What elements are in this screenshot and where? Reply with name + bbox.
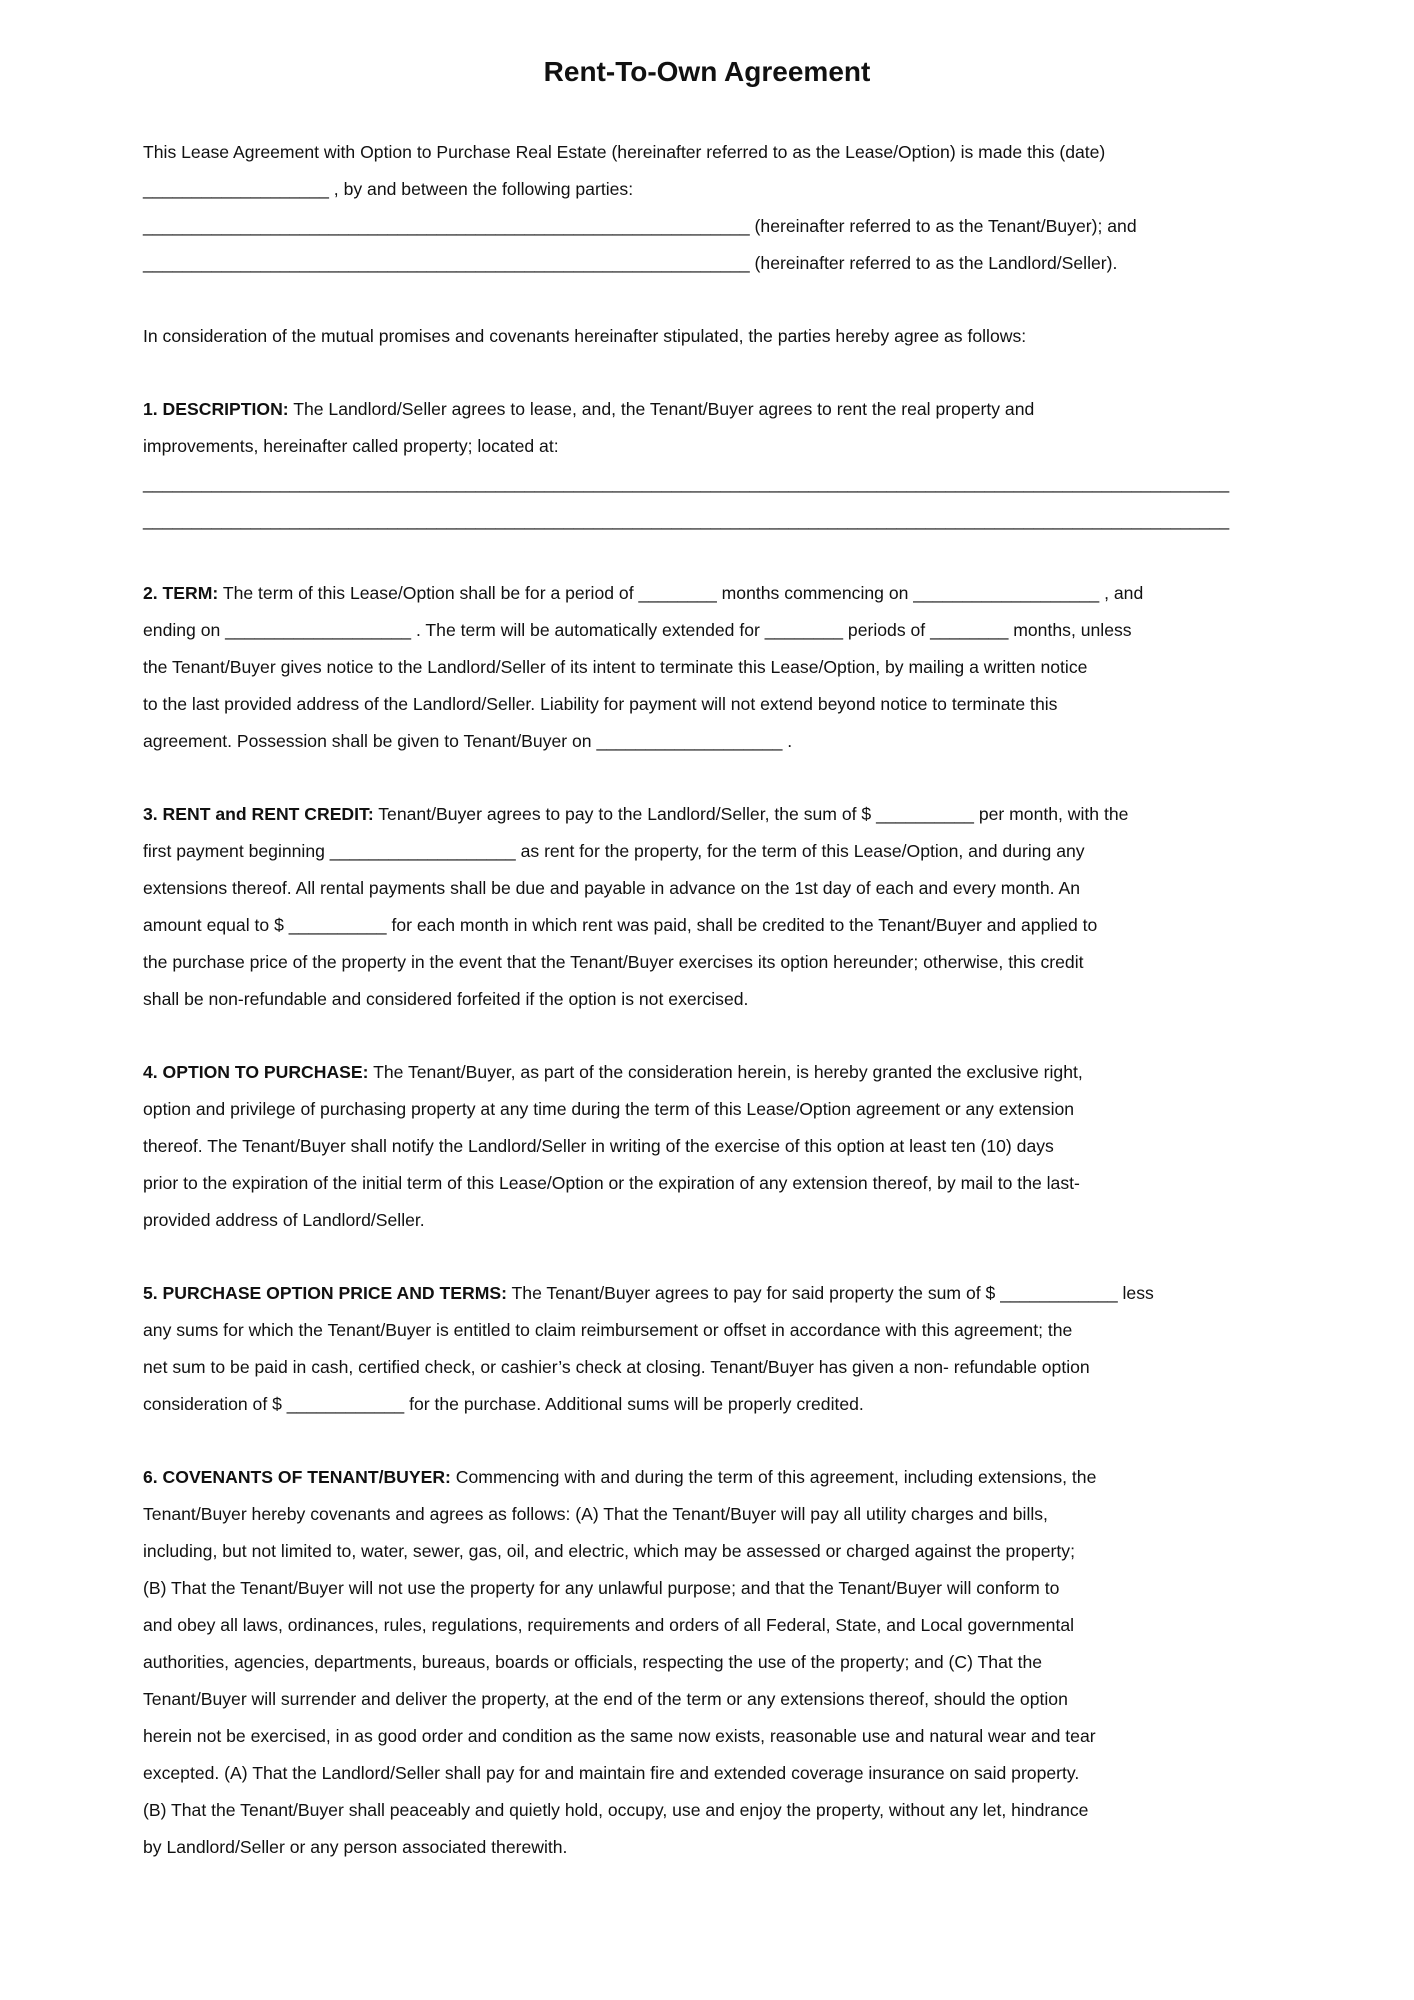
document-title: Rent-To-Own Agreement	[543, 56, 871, 87]
section-text: Commencing with and during the term of this agreement, including extensions, the	[450, 1467, 1097, 1487]
intro-paragraph	[143, 134, 1293, 282]
section-line: including, but not limited to, water, sewer, gas, oil, and electric, which may be assessed or charged against the property;	[143, 1541, 1075, 1561]
section-text: The term of this Lease/Option shall be for a period of ________ months commencing on ___________________ , and	[218, 583, 1144, 603]
section-line: authorities, agencies, departments, bureaus, boards or officials, respecting the use of the property; and (C) That the	[143, 1652, 1043, 1672]
section-line: and obey all laws, ordinances, rules, regulations, requirements and orders of all Federal, State, and Local governmental	[143, 1615, 1075, 1635]
section-text: The Landlord/Seller agrees to lease, and, the Tenant/Buyer agrees to rent the real property and	[288, 399, 1035, 419]
section-line: _______________________________________________________________________________________________________________	[143, 473, 1230, 493]
section-4	[143, 1054, 1293, 1239]
section-line	[143, 1459, 1293, 1496]
section-line: herein not be exercised, in as good order and condition as the same now exists, reasonable use and natural wear and tear	[143, 1726, 1096, 1746]
section-line: the purchase price of the property in the event that the Tenant/Buyer exercises its option hereunder; otherwise, this credit	[143, 952, 1084, 972]
agreement-body	[143, 134, 1293, 1902]
section-line: agreement. Possession shall be given to Tenant/Buyer on ___________________ .	[143, 731, 793, 751]
section-heading: 1. DESCRIPTION:	[143, 399, 289, 419]
section-line: extensions thereof. All rental payments shall be due and payable in advance on the 1st day of each and every month. An	[143, 878, 1080, 898]
section-line: the Tenant/Buyer gives notice to the Landlord/Seller of its intent to terminate this Lease/Option, by mailing a written notice	[143, 657, 1088, 677]
section-6	[143, 1459, 1293, 1866]
section-text: The Tenant/Buyer agrees to pay for said property the sum of $ ____________ less	[506, 1283, 1154, 1303]
section-line: improvements, hereinafter called property; located at:	[143, 436, 559, 456]
section-line: Tenant/Buyer hereby covenants and agrees as follows: (A) That the Tenant/Buyer will pay all utility charges and bills,	[143, 1504, 1048, 1524]
section-line: shall be non-refundable and considered forfeited if the option is not exercised.	[143, 989, 749, 1009]
section-text: The Tenant/Buyer, as part of the consideration herein, is hereby granted the exclusive right,	[368, 1062, 1083, 1082]
section-heading: 4. OPTION TO PURCHASE:	[143, 1062, 369, 1082]
section-line: by Landlord/Seller or any person associated therewith.	[143, 1837, 568, 1857]
section-heading: 3. RENT and RENT CREDIT:	[143, 804, 374, 824]
section-line: net sum to be paid in cash, certified check, or cashier’s check at closing. Tenant/Buyer has given a non- refundable option	[143, 1357, 1090, 1377]
section-line: provided address of Landlord/Seller.	[143, 1210, 425, 1230]
section-text: Tenant/Buyer agrees to pay to the Landlord/Seller, the sum of $ __________ per month, with the	[373, 804, 1129, 824]
intro-line: ___________________ , by and between the following parties:	[143, 179, 634, 199]
section-1	[143, 391, 1293, 539]
section-heading: 5. PURCHASE OPTION PRICE AND TERMS:	[143, 1283, 507, 1303]
section-3	[143, 796, 1293, 1018]
section-line: option and privilege of purchasing property at any time during the term of this Lease/Option agreement or any extension	[143, 1099, 1075, 1119]
section-line	[143, 1054, 1293, 1091]
section-line: _______________________________________________________________________________________________________________	[143, 510, 1230, 530]
section-line: ending on ___________________ . The term will be automatically extended for ________ periods of ________ months, unless	[143, 620, 1132, 640]
section-line: prior to the expiration of the initial term of this Lease/Option or the expiration of any extension thereof, by mail to the last-	[143, 1173, 1080, 1193]
section-line	[143, 796, 1293, 833]
section-line: excepted. (A) That the Landlord/Seller shall pay for and maintain fire and extended coverage insurance on said property.	[143, 1763, 1080, 1783]
section-heading: 6. COVENANTS OF TENANT/BUYER:	[143, 1467, 451, 1487]
section-line: amount equal to $ __________ for each month in which rent was paid, shall be credited to the Tenant/Buyer and applied to	[143, 915, 1098, 935]
intro-line: This Lease Agreement with Option to Purchase Real Estate (hereinafter referred to as the Lease/Option) is made this (date)	[143, 142, 1106, 162]
section-line	[143, 391, 1293, 428]
section-2	[143, 575, 1293, 760]
consideration-line: In consideration of the mutual promises and covenants hereinafter stipulated, the parties hereby agree as follows:	[143, 326, 1027, 346]
section-line: to the last provided address of the Landlord/Seller. Liability for payment will not extend beyond notice to terminate this	[143, 694, 1058, 714]
section-line: first payment beginning ___________________ as rent for the property, for the term of this Lease/Option, and during any	[143, 841, 1085, 861]
section-line	[143, 1275, 1293, 1312]
section-line: Tenant/Buyer will surrender and deliver the property, at the end of the term or any extensions thereof, should the option	[143, 1689, 1068, 1709]
section-line: thereof. The Tenant/Buyer shall notify the Landlord/Seller in writing of the exercise of this option at least ten (10) days	[143, 1136, 1054, 1156]
intro-line: ______________________________________________________________ (hereinafter referred to as the Tenant/Buyer); and	[143, 216, 1137, 236]
section-line	[143, 575, 1293, 612]
intro-line: ______________________________________________________________ (hereinafter referred to as the Landlord/Seller).	[143, 253, 1118, 273]
section-line: consideration of $ ____________ for the purchase. Additional sums will be properly credited.	[143, 1394, 864, 1414]
section-line: (B) That the Tenant/Buyer will not use the property for any unlawful purpose; and that the Tenant/Buyer will conform to	[143, 1578, 1060, 1598]
section-5	[143, 1275, 1293, 1423]
section-line: (B) That the Tenant/Buyer shall peaceably and quietly hold, occupy, use and enjoy the property, without any let, hindrance	[143, 1800, 1089, 1820]
consideration-paragraph	[143, 318, 1293, 355]
section-line: any sums for which the Tenant/Buyer is entitled to claim reimbursement or offset in accordance with this agreement; the	[143, 1320, 1073, 1340]
section-heading: 2. TERM:	[143, 583, 219, 603]
